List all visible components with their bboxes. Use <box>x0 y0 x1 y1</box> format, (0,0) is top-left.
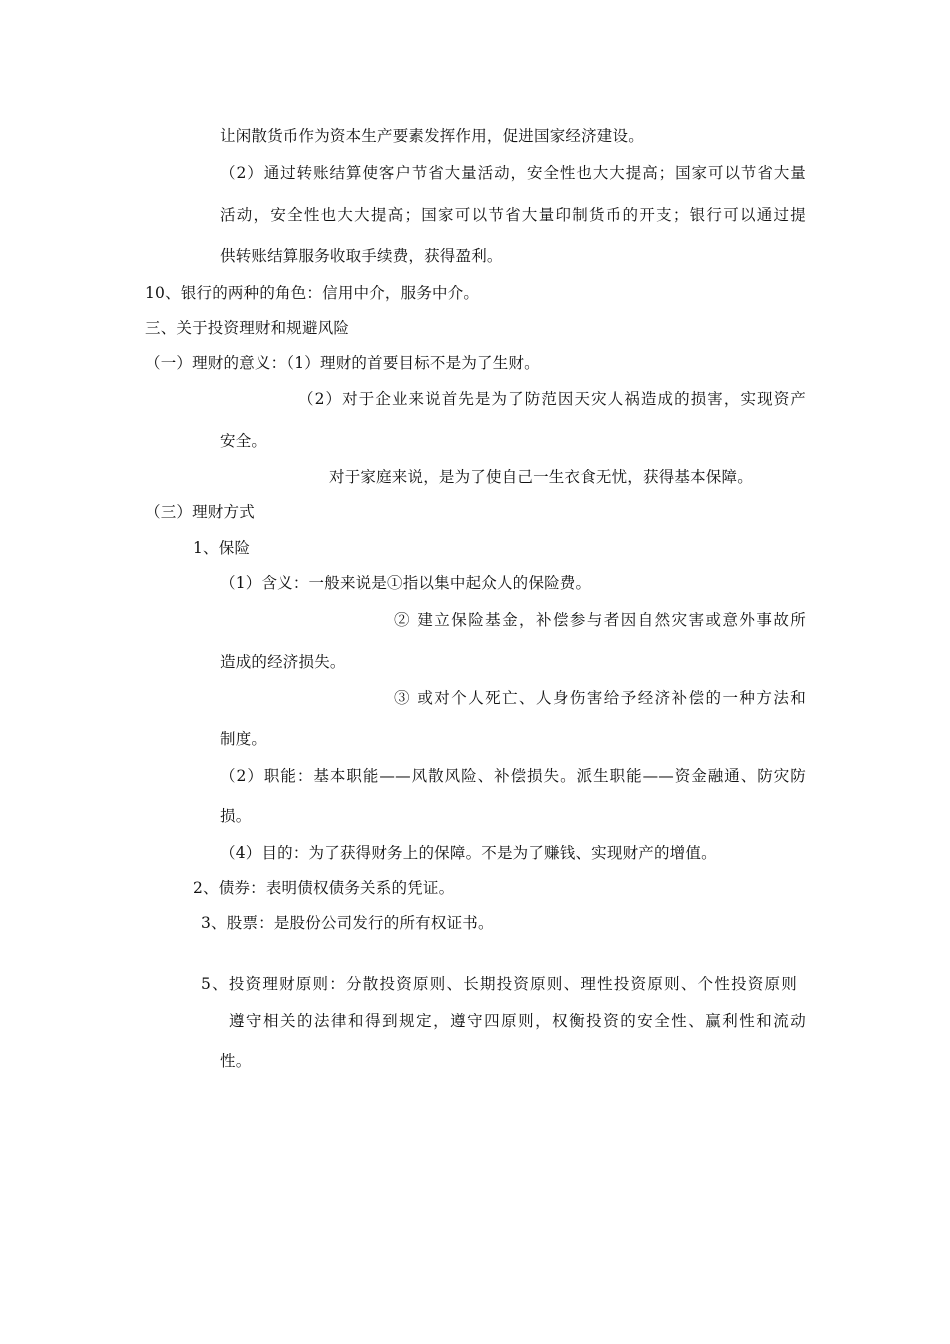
text-line: 对于家庭来说，是为了使自己一生衣食无忧，获得基本保障。 <box>329 468 753 486</box>
text-line: 性。 <box>220 1052 252 1070</box>
text-line: 损。 <box>220 807 252 825</box>
text-line: （2）对于企业来说首先是为了防范因天灾人祸造成的损害，实现资产 <box>298 390 806 408</box>
text-line: ③ 或对个人死亡、人身伤害给予经济补偿的一种方法和 <box>394 689 806 707</box>
text-line: （1）含义：一般来说是①指以集中起众人的保险费。 <box>220 574 592 592</box>
section-heading: 10、银行的两种的角色：信用中介，服务中介。 <box>145 284 480 302</box>
text-line: （2）职能：基本职能——风散风险、补偿损失。派生职能——资金融通、防灾防 <box>220 767 806 785</box>
text-line: 造成的经济损失。 <box>220 653 346 671</box>
text-line: （2）通过转账结算使客户节省大量活动，安全性也大大提高；国家可以节省大量 <box>220 164 806 182</box>
text-line: 活动，安全性也大大提高；国家可以节省大量印制货币的开支；银行可以通过提 <box>220 206 806 224</box>
item-heading: 3、股票：是股份公司发行的所有权证书。 <box>201 914 494 932</box>
subsection-heading: （三）理财方式 <box>145 503 255 521</box>
item-heading: 2、债券：表明债权债务关系的凭证。 <box>193 879 455 897</box>
text-line: ② 建立保险基金，补偿参与者因自然灾害或意外事故所 <box>394 611 806 629</box>
text-line: （4）目的：为了获得财务上的保障。不是为了赚钱、实现财产的增值。 <box>220 844 717 862</box>
text-line: 遵守相关的法律和得到规定，遵守四原则，权衡投资的安全性、赢利性和流动 <box>229 1012 806 1030</box>
text-line: 制度。 <box>220 730 268 748</box>
item-heading: 1、保险 <box>193 539 251 557</box>
text-line: 让闲散货币作为资本生产要素发挥作用，促进国家经济建设。 <box>220 127 644 145</box>
text-line: 安全。 <box>220 432 268 450</box>
item-heading: 5、投资理财原则：分散投资原则、长期投资原则、理性投资原则、个性投资原则 <box>201 975 797 993</box>
subsection-heading: （一）理财的意义：（1）理财的首要目标不是为了生财。 <box>145 354 540 372</box>
text-line: 供转账结算服务收取手续费，获得盈利。 <box>220 247 503 265</box>
section-heading: 三、关于投资理财和规避风险 <box>145 319 350 337</box>
